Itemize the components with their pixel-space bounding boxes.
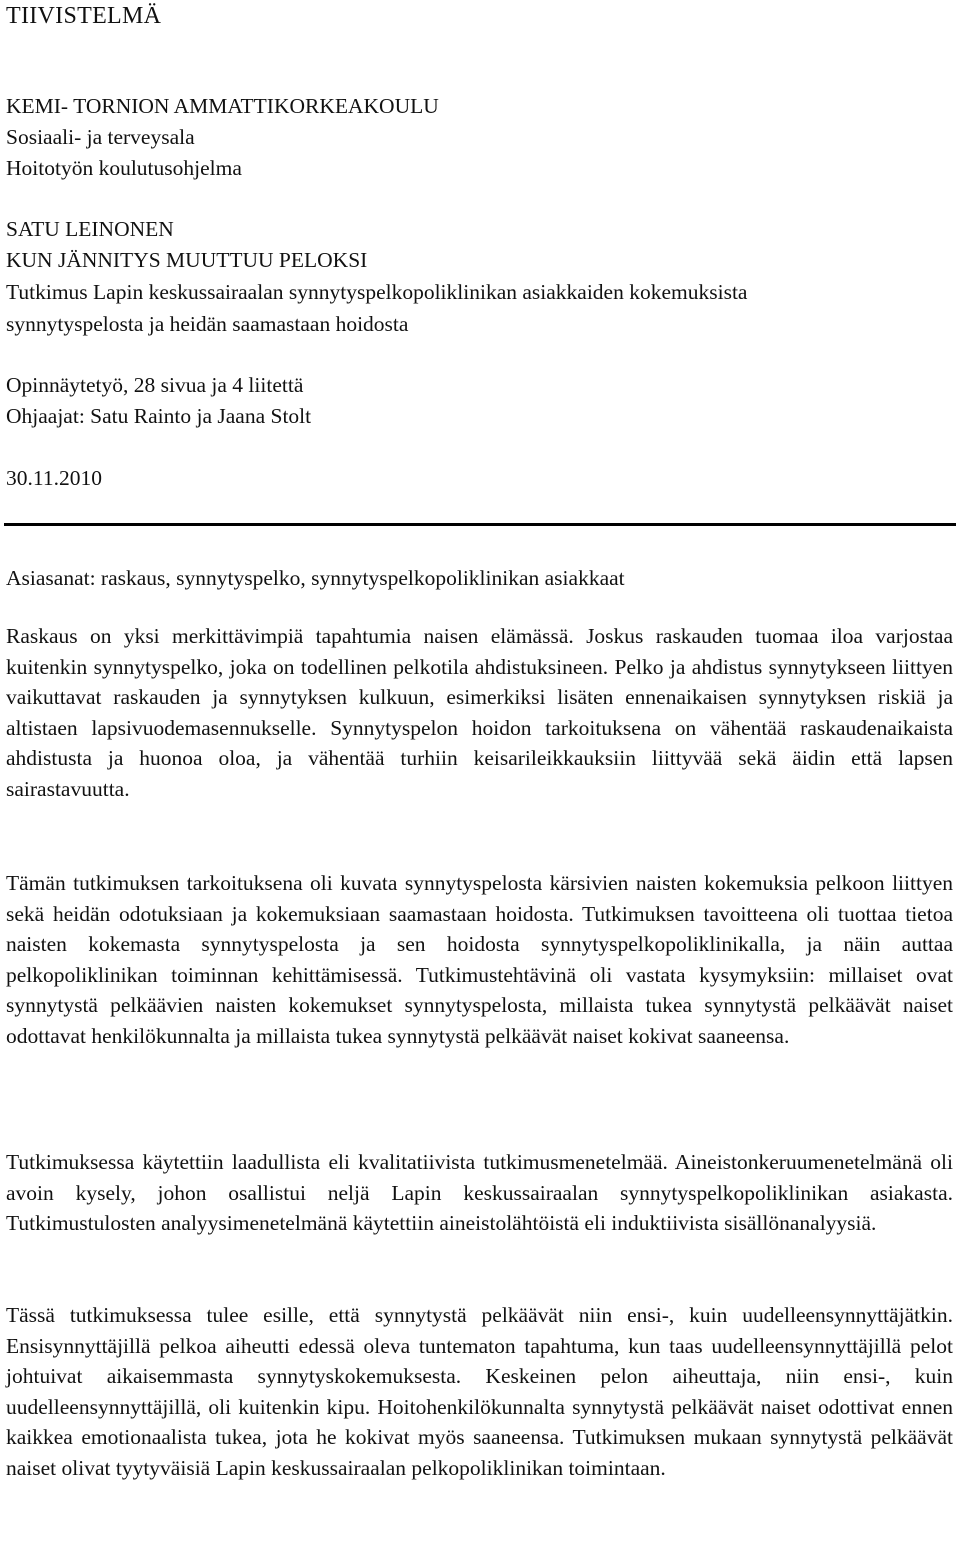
- page-title: TIIVISTELMÄ: [6, 3, 162, 29]
- programme-name: Hoitotyön koulutusohjelma: [6, 156, 242, 180]
- supervisors: Ohjaajat: Satu Rainto ja Jaana Stolt: [6, 404, 312, 428]
- thesis-date: 30.11.2010: [6, 466, 102, 490]
- keywords: Asiasanat: raskaus, synnytyspelko, synnytyspelkopoliklinikan asiakkaat: [6, 566, 625, 590]
- abstract-paragraph-3: Tutkimuksessa käytettiin laadullista eli kvalitatiivista tutkimusmenetelmää. Aineistonkeruumenetelmänä oli avoin kysely, johon osallistui neljä Lapin keskussairaalan synnytyspelkopoliklinikan asiakasta. Tutkimustulosten analyysimenetelmänä käytettiin aineistolähtöistä eli induktiivista sisällönanalyysiä.: [6, 1150, 953, 1236]
- author-name: SATU LEINONEN: [6, 217, 174, 241]
- institution-name: KEMI- TORNION AMMATTIKORKEAKOULU: [6, 94, 439, 118]
- abstract-paragraph-4: Tässä tutkimuksessa tulee esille, että synnytystä pelkäävät niin ensi-, kuin uudelleensynnyttäjätkin. Ensisynnyttäjillä pelkoa aiheutti edessä oleva tuntematon tapahtuma, kun taas uudelleensynnyttäjillä pelot johtuivat aikaisemmasta synnytyskokemuksesta. Keskeinen pelon aiheuttaja, niin ensi-, kuin uudelleensynnyttäjillä, oli kuitenkin kipu. Hoitohenkilökunnalta synnytystä pelkäävät naiset odottivat ennen kaikkea emotionaalista tukea, jota he kokivat myös saaneensa. Tutkimuksen mukaan synnytystä pelkäävät naiset olivat tyytyväisiä Lapin keskussairaalan pelkopoliklinikan toimintaan.: [6, 1303, 953, 1480]
- thesis-subtitle-line-2: synnytyspelosta ja heidän saamastaan hoidosta: [6, 312, 409, 336]
- thesis-title: KUN JÄNNITYS MUUTTUU PELOKSI: [6, 248, 368, 272]
- section-divider: [4, 523, 956, 526]
- field-name: Sosiaali- ja terveysala: [6, 125, 195, 149]
- abstract-paragraph-1: Raskaus on yksi merkittävimpiä tapahtumia naisen elämässä. Joskus raskauden tuomaa iloa varjostaa kuitenkin synnytyspelko, joka on todellinen pelkotila ahdistuksineen. Pelko ja ahdistus synnytykseen liittyen vaikuttavat raskauden ja synnytyksen kulkuun, esimerkiksi lisäten ennenaikaisen synnytyksen riskiä ja altistaen lapsivuodemasennukselle. Synnytyspelon hoidon tarkoituksena on vähentää raskaudenaikaista ahdistusta ja huonoa oloa, ja vähentää turhiin keisarileikkauksiin liittyvää sekä äidin että lapsen sairastavuutta.: [6, 624, 953, 801]
- pages-info: Opinnäytetyö, 28 sivua ja 4 liitettä: [6, 373, 304, 397]
- abstract-paragraph-2: Tämän tutkimuksen tarkoituksena oli kuvata synnytyspelosta kärsivien naisten kokemuksia pelkoon liittyen sekä heidän odotuksiaan ja kokemuksiaan saamastaan hoidosta. Tutkimuksen tavoitteena oli tuottaa tietoa naisten kokemasta synnytyspelosta ja sen hoidosta synnytyspelkopoliklinikalla, ja näin auttaa pelkopoliklinikan toiminnan kehittämisessä. Tutkimustehtävinä oli vastata kysymyksiin: millaiset ovat synnytystä pelkäävien naisten kokemukset synnytyspelosta, millaista tukea synnytystä pelkäävät naiset odottavat henkilökunnalta ja millaista tukea synnytystä pelkäävät naiset kokivat saaneensa.: [6, 871, 953, 1048]
- thesis-subtitle-line-1: Tutkimus Lapin keskussairaalan synnytyspelkopoliklinikan asiakkaiden kokemuksista: [6, 280, 748, 304]
